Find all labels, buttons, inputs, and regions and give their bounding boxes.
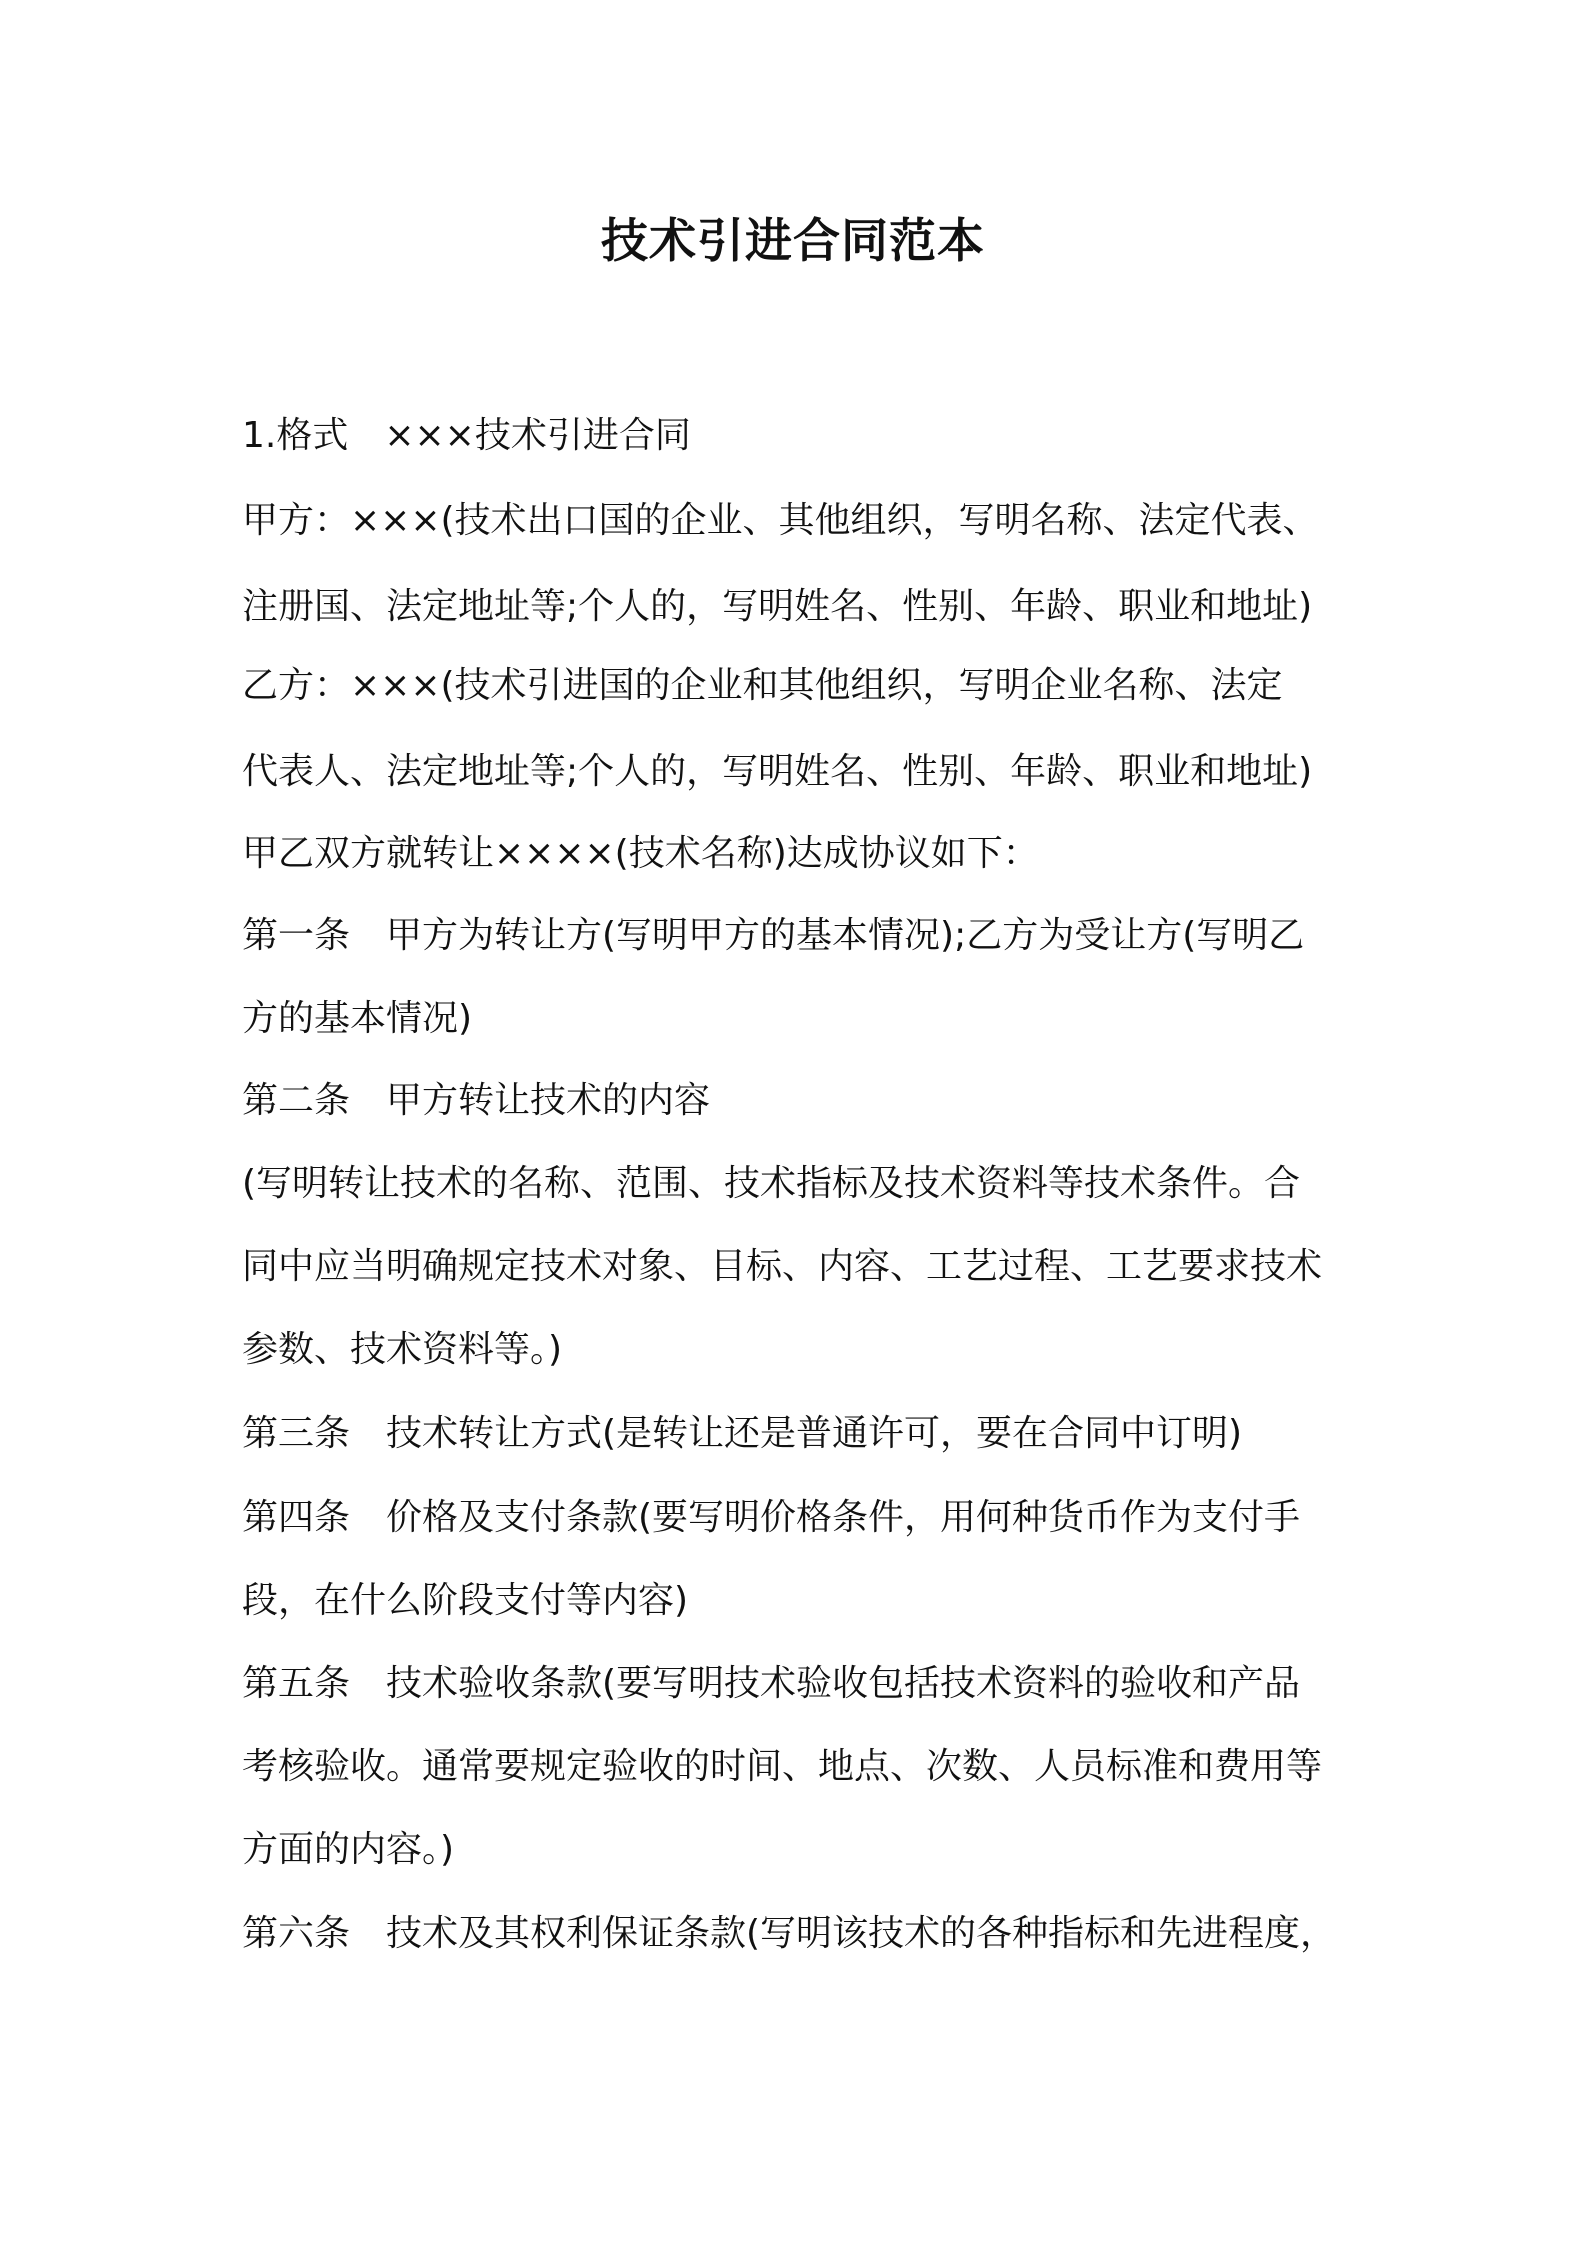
article-1-line-2: 方的基本情况) — [242, 998, 473, 1039]
article-6-line-1: 第六条 技术及其权利保证条款(写明该技术的各种指标和先进程度， — [242, 1913, 1337, 1954]
document-title: 技术引进合同范本 — [601, 214, 985, 269]
party-a-line-2: 注册国、法定地址等;个人的，写明姓名、性别、年龄、职业和地址) — [242, 586, 1313, 627]
article-2-line-3: 参数、技术资料等。) — [242, 1329, 563, 1370]
article-2-heading: 第二条 甲方转让技术的内容 — [242, 1080, 711, 1121]
article-4-line-2: 段，在什么阶段支付等内容) — [242, 1580, 689, 1621]
format-line: 1.格式 ×××技术引进合同 — [242, 415, 691, 456]
party-b-line-2: 代表人、法定地址等;个人的，写明姓名、性别、年龄、职业和地址) — [242, 751, 1313, 792]
article-4-line-1: 第四条 价格及支付条款(要写明价格条件，用何种货币作为支付手 — [242, 1497, 1301, 1538]
article-2-line-1: (写明转让技术的名称、范围、技术指标及技术资料等技术条件。合 — [242, 1163, 1301, 1204]
article-5-line-2: 考核验收。通常要规定验收的时间、地点、次数、人员标准和费用等 — [242, 1746, 1323, 1787]
article-2-line-2: 同中应当明确规定技术对象、目标、内容、工艺过程、工艺要求技术 — [242, 1246, 1323, 1287]
article-1-line-1: 第一条 甲方为转让方(写明甲方的基本情况);乙方为受让方(写明乙 — [242, 915, 1305, 956]
article-5-line-1: 第五条 技术验收条款(要写明技术验收包括技术资料的验收和产品 — [242, 1663, 1301, 1704]
article-5-line-3: 方面的内容。) — [242, 1829, 455, 1870]
agreement-intro-line: 甲乙双方就转让××××(技术名称)达成协议如下： — [242, 833, 1039, 874]
article-3-line: 第三条 技术转让方式(是转让还是普通许可，要在合同中订明) — [242, 1413, 1243, 1454]
party-a-line-1: 甲方：×××(技术出口国的企业、其他组织，写明名称、法定代表、 — [242, 500, 1319, 541]
party-b-line-1: 乙方：×××(技术引进国的企业和其他组织，写明企业名称、法定 — [242, 665, 1283, 706]
